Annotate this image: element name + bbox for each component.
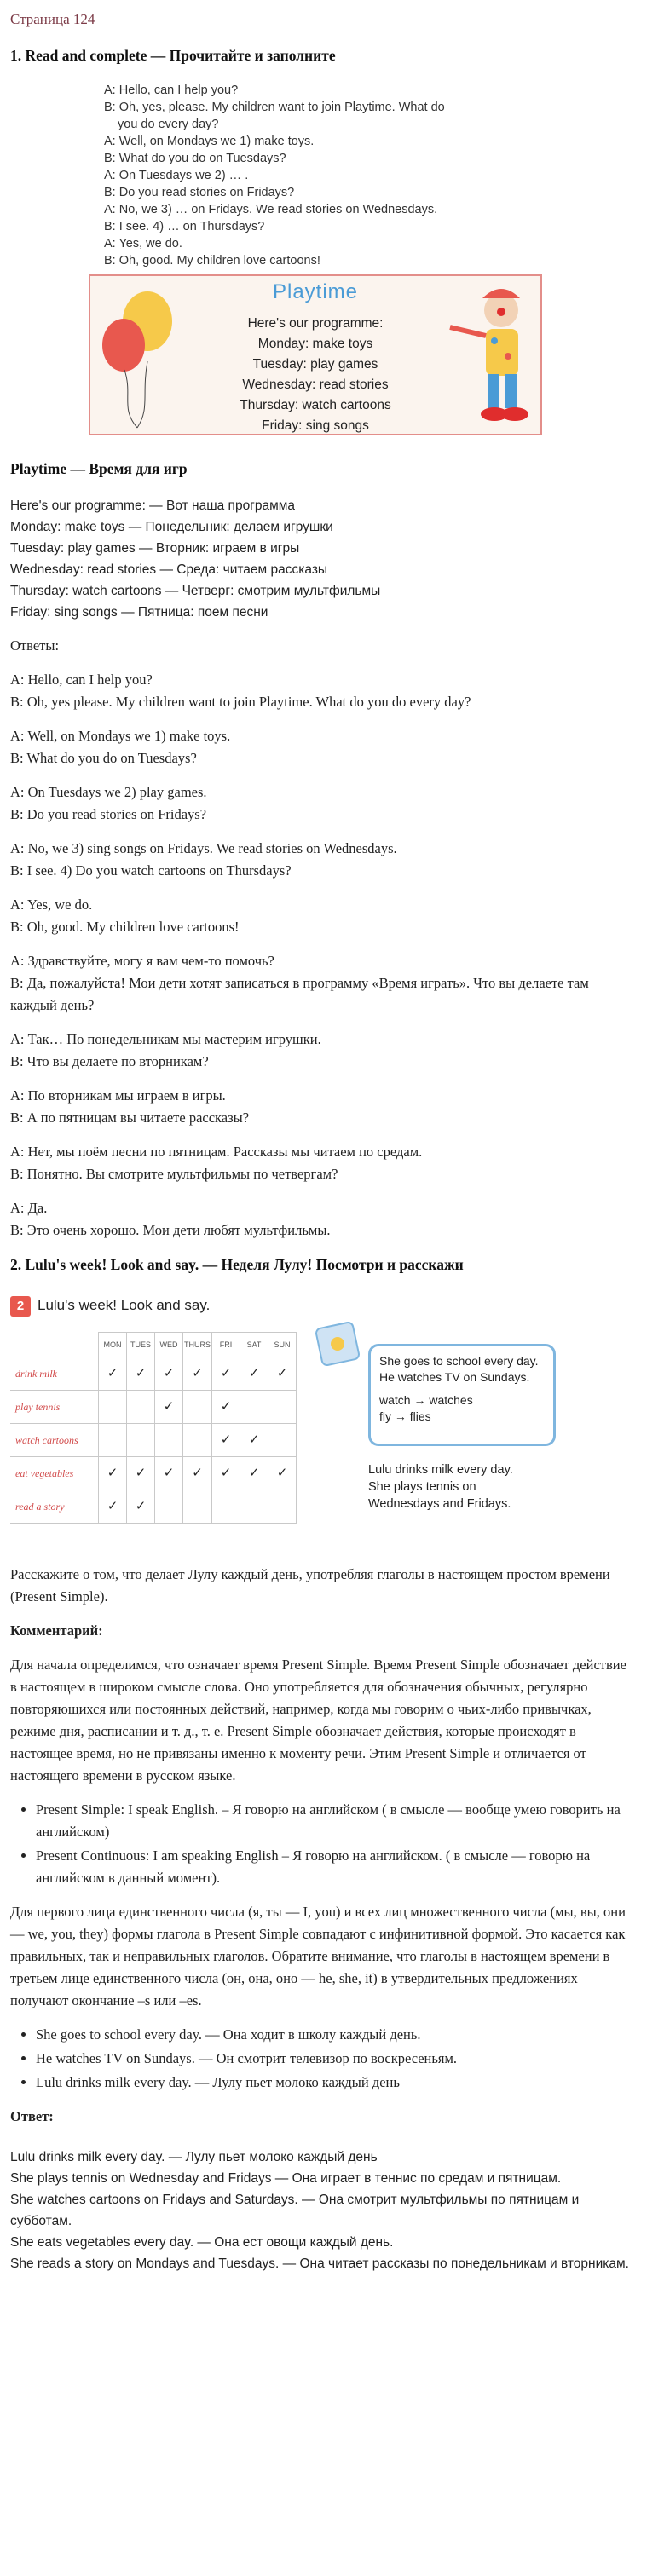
row-label: watch cartoons xyxy=(10,1424,99,1457)
table-row xyxy=(10,1357,297,1391)
row-label: play tennis xyxy=(10,1391,99,1424)
image-caption xyxy=(368,1461,513,1513)
poster-line: Wednesday: read stories xyxy=(242,377,389,392)
clown-icon xyxy=(442,285,535,429)
list-item: • He watches TV on Sundays. — Он смотрит телевизор по воскресеньям. xyxy=(36,2048,633,2070)
answer-block xyxy=(10,838,633,882)
dialog-line: A: On Tuesdays we 2) … . xyxy=(104,169,249,182)
answer-block xyxy=(10,950,633,1017)
answers-label: Ответы: xyxy=(10,637,60,654)
day-header: FRI xyxy=(212,1333,240,1357)
table-cell: ✓ xyxy=(268,1357,297,1391)
row-label: read a story xyxy=(10,1490,99,1524)
table-cell: ✓ xyxy=(268,1457,297,1490)
table-cell: ✓ xyxy=(127,1457,155,1490)
dialog-line: B: Oh, good. My children love cartoons! xyxy=(104,254,320,268)
table-cell: ✓ xyxy=(183,1357,212,1391)
poster-title: Playtime xyxy=(272,280,359,303)
grammar-bubble xyxy=(368,1344,556,1446)
dialog-line: B: Oh, yes, please. My children want to join Playtime. What do xyxy=(104,101,445,114)
answer-line: B: I see. 4) Do you watch cartoons on Thursdays? xyxy=(10,862,292,879)
table-cell: ✓ xyxy=(155,1357,183,1391)
bubble-line: He watches TV on Sundays. xyxy=(379,1370,530,1384)
answer-label: Ответ: xyxy=(10,2108,54,2124)
exercise-number-badge: 2 xyxy=(10,1296,31,1317)
answer-line: She plays tennis on Wednesday and Fridays — Она играет в теннис по средам и пятницам. xyxy=(10,2171,562,2186)
day-header: TUES xyxy=(127,1333,155,1357)
table-cell: ✓ xyxy=(212,1457,240,1490)
dialog-line: A: No, we 3) … on Fridays. We read stories on Wednesdays. xyxy=(104,203,438,216)
answer-line: B: Понятно. Вы смотрите мультфильмы по четвергам? xyxy=(10,1166,338,1182)
bullet-list xyxy=(10,2024,633,2094)
table-cell xyxy=(183,1424,212,1457)
table-cell: ✓ xyxy=(212,1424,240,1457)
dialog-line: B: What do you do on Tuesdays? xyxy=(104,152,286,165)
table-cell xyxy=(99,1391,127,1424)
answer-block xyxy=(10,1029,633,1073)
dialog-line: B: I see. 4) … on Thursdays? xyxy=(104,220,265,233)
table-cell: ✓ xyxy=(127,1357,155,1391)
lulu-week-table xyxy=(10,1332,297,1524)
dialog-line: B: Do you read stories on Fridays? xyxy=(104,186,295,199)
answer-line: A: Нет, мы поём песни по пятницам. Рассказы мы читаем по средам. xyxy=(10,1144,423,1160)
bubble-line: She goes to school every day. xyxy=(379,1354,539,1368)
table-cell xyxy=(268,1424,297,1457)
sticker-icon xyxy=(309,1317,368,1376)
answer-block xyxy=(10,725,633,769)
dialog-card xyxy=(104,82,543,269)
answer-line: A: По вторникам мы играем в игры. xyxy=(10,1087,226,1104)
table-cell: ✓ xyxy=(212,1391,240,1424)
table-cell: ✓ xyxy=(240,1357,268,1391)
comment-paragraph: Для начала определимся, что означает время Present Simple. Время Present Simple обозначает действие в настоящем в широком смысле слова. Оно употребляется для обозначения обычных, регулярно повторяющихся или постоянных действий, например, когда мы говорим о чьих-либо привычках, режиме дня, расписании и т. д., т. е. Present Simple обозначает действия, которые происходят в настоящее время, но не привязаны именно к моменту речи. Этим Present Simple и отличается от настоящего времени в русском языке. xyxy=(10,1657,626,1784)
answer-line: A: Так… По понедельникам мы мастерим игрушки. xyxy=(10,1031,321,1047)
page-label: Страница 124 xyxy=(10,11,95,27)
section1-heading: 1. Read and complete — Прочитайте и заполните xyxy=(10,47,336,64)
poster-line: Tuesday: play games xyxy=(252,357,378,372)
day-header: WED xyxy=(155,1333,183,1357)
table-cell: ✓ xyxy=(99,1357,127,1391)
table-cell xyxy=(155,1424,183,1457)
answer-list xyxy=(10,2147,633,2274)
answer-block xyxy=(10,1197,633,1242)
row-label: drink milk xyxy=(10,1357,99,1391)
section2-heading: 2. Lulu's week! Look and say. — Неделя Лулу! Посмотри и расскажи xyxy=(10,1256,464,1273)
list-item: • Present Simple: I speak English. – Я говорю на английском ( в смысле — вообще умею говорить на английском) xyxy=(36,1799,633,1843)
table-cell xyxy=(127,1391,155,1424)
answer-block xyxy=(10,894,633,938)
answer-line: B: Это очень хорошо. Мои дети любят мультфильмы. xyxy=(10,1222,331,1238)
section2-intro: Расскажите о том, что делает Лулу каждый день, употребляя глаголы в настоящем простом времени (Present Simple). xyxy=(10,1566,610,1605)
table-cell xyxy=(155,1490,183,1524)
playtime-poster xyxy=(89,274,542,435)
answer-line: A: No, we 3) sing songs on Fridays. We read stories on Wednesdays. xyxy=(10,840,397,856)
table-cell xyxy=(183,1391,212,1424)
caption-line: She plays tennis on xyxy=(368,1480,476,1494)
table-cell xyxy=(240,1490,268,1524)
day-header: SUN xyxy=(268,1333,297,1357)
answer-line: B: Oh, good. My children love cartoons! xyxy=(10,919,240,935)
answer-block xyxy=(10,1085,633,1129)
table-cell xyxy=(212,1490,240,1524)
comment-paragraph: Для первого лица единственного числа (я, ты — I, you) и всех лиц множественного числа (мы, вы, они — we, you, they) формы глагола в Present Simple совпадают с инфинитивной формой. Это касается как правильных, так и неправильных глаголов. Обратите внимание, что глаголы в настоящем времени в третьем лице единственного числа (он, она, оно — he, she, it) в утвердительных предложениях получают окончание –s или –es. xyxy=(10,1904,626,2008)
table-cell: ✓ xyxy=(212,1357,240,1391)
table-cell xyxy=(268,1391,297,1424)
poster-line: Monday: make toys xyxy=(257,337,373,351)
answer-line: She eats vegetables every day. — Она ест овощи каждый день. xyxy=(10,2235,394,2250)
poster-heading: Playtime — Время для игр xyxy=(10,460,188,477)
answer-line: B: Что вы делаете по вторникам? xyxy=(10,1053,209,1069)
answer-line: B: А по пятницам вы читаете рассказы? xyxy=(10,1109,250,1126)
row-label: eat vegetables xyxy=(10,1457,99,1490)
answer-line: She watches cartoons on Fridays and Saturdays. — Она смотрит мультфильмы по пятницам и субботам. xyxy=(10,2193,580,2228)
table-cell xyxy=(99,1424,127,1457)
table-cell: ✓ xyxy=(240,1457,268,1490)
answer-line: B: Oh, yes please. My children want to join Playtime. What do you do every day? xyxy=(10,694,471,710)
table-cell: ✓ xyxy=(155,1391,183,1424)
table-corner xyxy=(10,1333,99,1357)
table-row xyxy=(10,1391,297,1424)
answer-block xyxy=(10,781,633,826)
answer-line: She reads a story on Mondays and Tuesdays. — Она читает рассказы по понедельникам и вторникам. xyxy=(10,2256,629,2271)
translation-line: Thursday: watch cartoons — Четверг: смотрим мультфильмы xyxy=(10,584,381,598)
bubble-line: fly → flies xyxy=(379,1409,431,1423)
table-cell xyxy=(240,1391,268,1424)
table-row xyxy=(10,1424,297,1457)
day-header: SAT xyxy=(240,1333,268,1357)
bubble-line: watch → watches xyxy=(379,1393,473,1407)
image-title: Lulu's week! Look and say. xyxy=(38,1297,211,1313)
poster-line: Friday: sing songs xyxy=(262,418,369,433)
translation-line: Monday: make toys — Понедельник: делаем игрушки xyxy=(10,520,333,534)
lulu-week-image xyxy=(10,1291,556,1547)
caption-line: Lulu drinks milk every day. xyxy=(368,1463,513,1477)
table-cell: ✓ xyxy=(99,1490,127,1524)
translations xyxy=(10,495,633,623)
answer-block xyxy=(10,669,633,713)
list-item: • Lulu drinks milk every day. — Лулу пьет молоко каждый день xyxy=(36,2072,633,2094)
translation-line: Friday: sing songs — Пятница: поем песни xyxy=(10,605,268,620)
translation-line: Here's our programme: — Вот наша программа xyxy=(10,498,296,513)
answer-block xyxy=(10,1141,633,1185)
poster-line: Here's our programme: xyxy=(247,316,384,331)
dialog-line: you do every day? xyxy=(118,118,219,131)
answer-line: B: Do you read stories on Fridays? xyxy=(10,806,207,822)
answer-line: B: What do you do on Tuesdays? xyxy=(10,750,197,766)
table-cell: ✓ xyxy=(99,1457,127,1490)
day-header: THURS xyxy=(183,1333,212,1357)
answer-line: A: Hello, can I help you? xyxy=(10,671,153,688)
table-cell xyxy=(268,1490,297,1524)
table-cell: ✓ xyxy=(155,1457,183,1490)
comment-label: Комментарий: xyxy=(10,1622,103,1639)
answer-line: Lulu drinks milk every day. — Лулу пьет молоко каждый день xyxy=(10,2150,378,2164)
answer-line: A: Well, on Mondays we 1) make toys. xyxy=(10,728,231,744)
table-row xyxy=(10,1490,297,1524)
answer-line: A: Да. xyxy=(10,1200,48,1216)
answer-line: A: Здравствуйте, могу я вам чем-то помочь? xyxy=(10,953,274,969)
table-cell xyxy=(127,1424,155,1457)
table-cell xyxy=(183,1490,212,1524)
list-item: • Present Continuous: I am speaking English – Я говорю на английском. ( в смысле — говорю на английском в данный момент). xyxy=(36,1845,633,1889)
caption-line: Wednesdays and Fridays. xyxy=(368,1497,511,1511)
table-row xyxy=(10,1457,297,1490)
table-cell: ✓ xyxy=(183,1457,212,1490)
list-item: • She goes to school every day. — Она ходит в школу каждый день. xyxy=(36,2024,633,2046)
answer-line: B: Да, пожалуйста! Мои дети хотят записаться в программу «Время играть». Что вы делаете там каждый день? xyxy=(10,975,589,1013)
dialog-line: A: Hello, can I help you? xyxy=(104,84,239,97)
dialog-line: A: Well, on Mondays we 1) make toys. xyxy=(104,135,315,148)
answer-line: A: On Tuesdays we 2) play games. xyxy=(10,784,207,800)
dialog-line: A: Yes, we do. xyxy=(104,237,182,251)
translation-line: Wednesday: read stories — Среда: читаем рассказы xyxy=(10,562,328,577)
table-cell: ✓ xyxy=(240,1424,268,1457)
day-header: MON xyxy=(99,1333,127,1357)
poster-line: Thursday: watch cartoons xyxy=(240,398,391,412)
answer-line: A: Yes, we do. xyxy=(10,896,93,913)
translation-line: Tuesday: play games — Вторник: играем в игры xyxy=(10,541,300,556)
table-cell: ✓ xyxy=(127,1490,155,1524)
bullet-list xyxy=(10,1799,633,1889)
